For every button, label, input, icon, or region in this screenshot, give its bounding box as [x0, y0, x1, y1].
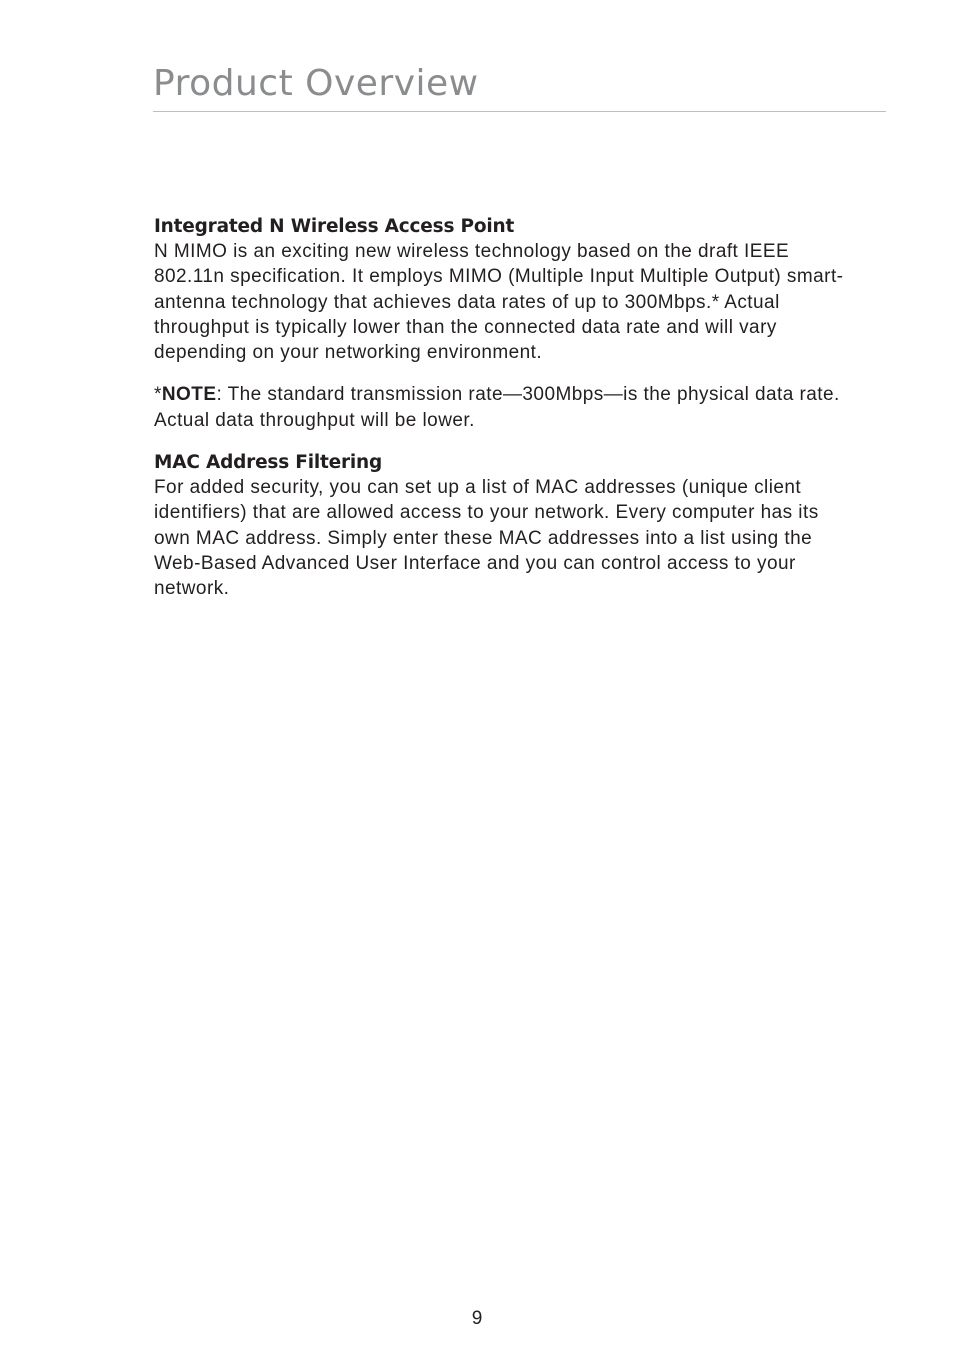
section-body-mac-filtering: For added security, you can set up a list of MAC addresses (unique client identifiers) that are allowed access to your network. Every computer has its own MAC address. Simply enter these MAC addresses into a list using the Web-Based Advanced User Interface and you can control access to your network. [154, 477, 819, 600]
note-label: NOTE [161, 384, 217, 406]
section-heading-wireless-access-point: Integrated N Wireless Access Point [154, 216, 515, 237]
title-divider [153, 111, 886, 112]
page-title: Product Overview [153, 63, 479, 104]
section-heading-mac-filtering: MAC Address Filtering [154, 452, 383, 474]
note-text: : The standard transmission rate—300Mbps—is the physical data rate. Actual data throughput will be lower. [154, 384, 840, 431]
note-paragraph [154, 382, 854, 433]
page-content [154, 214, 854, 602]
page-number: 9 [471, 1308, 483, 1329]
note-asterisk: * [154, 384, 162, 406]
section-body-wireless-access-point: N MIMO is an exciting new wireless technology based on the draft IEEE 802.11n specification. It employs MIMO (Multiple Input Multiple Output) smart-antenna technology that achieves data rates of up to 300Mbps.* Actual throughput is typically lower than the connected data rate and will vary depending on your networking environment. [154, 241, 844, 364]
